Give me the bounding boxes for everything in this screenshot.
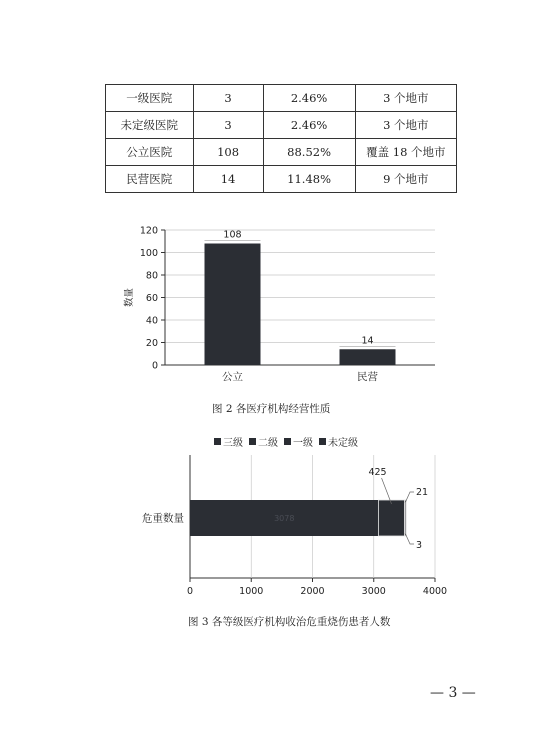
x-tick-label: 民营 (357, 371, 378, 383)
y-tick-label: 100 (139, 248, 158, 259)
table-row (106, 139, 457, 166)
legend-label: 未定级 (328, 438, 358, 449)
legend-item (319, 434, 358, 449)
x-tick-label: 1000 (239, 586, 264, 597)
y-axis-label: 数量 (124, 287, 135, 308)
legend-swatch (214, 438, 221, 445)
table-cell: 2.46% (263, 112, 355, 139)
table-row (106, 166, 457, 193)
y-tick-label: 60 (145, 293, 158, 304)
table-cell: 14 (193, 166, 263, 193)
x-tick-label: 3000 (361, 586, 386, 597)
legend-label: 三级 (223, 438, 243, 449)
table-cell: 3 (193, 85, 263, 112)
figure3-caption: 图 3 各等级医疗机构收治危重烧伤患者人数 (188, 616, 391, 628)
legend-swatch (319, 438, 326, 445)
table-cell: 11.48% (263, 166, 355, 193)
bar-segment-1 (379, 500, 405, 536)
y-category-label: 危重数量 (142, 512, 184, 525)
hospital-stats-table (105, 84, 457, 193)
data-label: 21 (416, 487, 429, 498)
table-row (106, 112, 457, 139)
legend-label: 二级 (258, 438, 278, 449)
table-cell: 3 个地市 (355, 85, 456, 112)
table-cell: 一级医院 (106, 85, 194, 112)
data-label: 108 (223, 229, 242, 241)
table-cell: 3 个地市 (355, 112, 456, 139)
y-tick-label: 0 (151, 360, 158, 372)
bar-1 (340, 349, 396, 365)
data-label: 425 (368, 467, 387, 478)
table-cell: 3 (193, 112, 263, 139)
table-cell: 未定级医院 (106, 112, 194, 139)
data-label: 3 (416, 540, 423, 551)
x-tick-label: 2000 (300, 586, 325, 597)
legend-item (284, 434, 313, 449)
chart-operation-nature (120, 218, 450, 398)
table-cell: 108 (193, 139, 263, 166)
chart3-legend (214, 434, 358, 449)
table-row (106, 85, 457, 112)
data-label: 14 (361, 335, 374, 347)
bar-inner-label: 3078 (274, 514, 295, 523)
table-cell: 9 个地市 (355, 166, 456, 193)
x-tick-label: 4000 (422, 586, 448, 597)
y-tick-label: 120 (139, 225, 158, 237)
table-cell: 覆盖 18 个地市 (355, 139, 456, 166)
legend-label: 一级 (293, 438, 313, 449)
table-cell: 88.52% (263, 139, 355, 166)
x-tick-label: 公立 (222, 371, 243, 383)
table-cell: 2.46% (263, 85, 355, 112)
table-cell: 民营医院 (106, 166, 194, 193)
x-tick-label: 0 (186, 586, 194, 597)
page-number: — 3 — (430, 685, 476, 701)
y-tick-label: 20 (145, 338, 158, 349)
legend-swatch (249, 438, 256, 445)
table-cell: 公立医院 (106, 139, 194, 166)
chart-critical-patients (130, 450, 450, 610)
y-tick-label: 40 (145, 315, 158, 327)
y-tick-label: 80 (145, 270, 158, 282)
legend-item (249, 434, 278, 449)
legend-item (214, 434, 243, 449)
bar-0 (205, 244, 261, 366)
legend-swatch (284, 438, 291, 445)
figure2-caption: 图 2 各医疗机构经营性质 (212, 403, 331, 415)
bar-segment-3 (406, 500, 407, 536)
